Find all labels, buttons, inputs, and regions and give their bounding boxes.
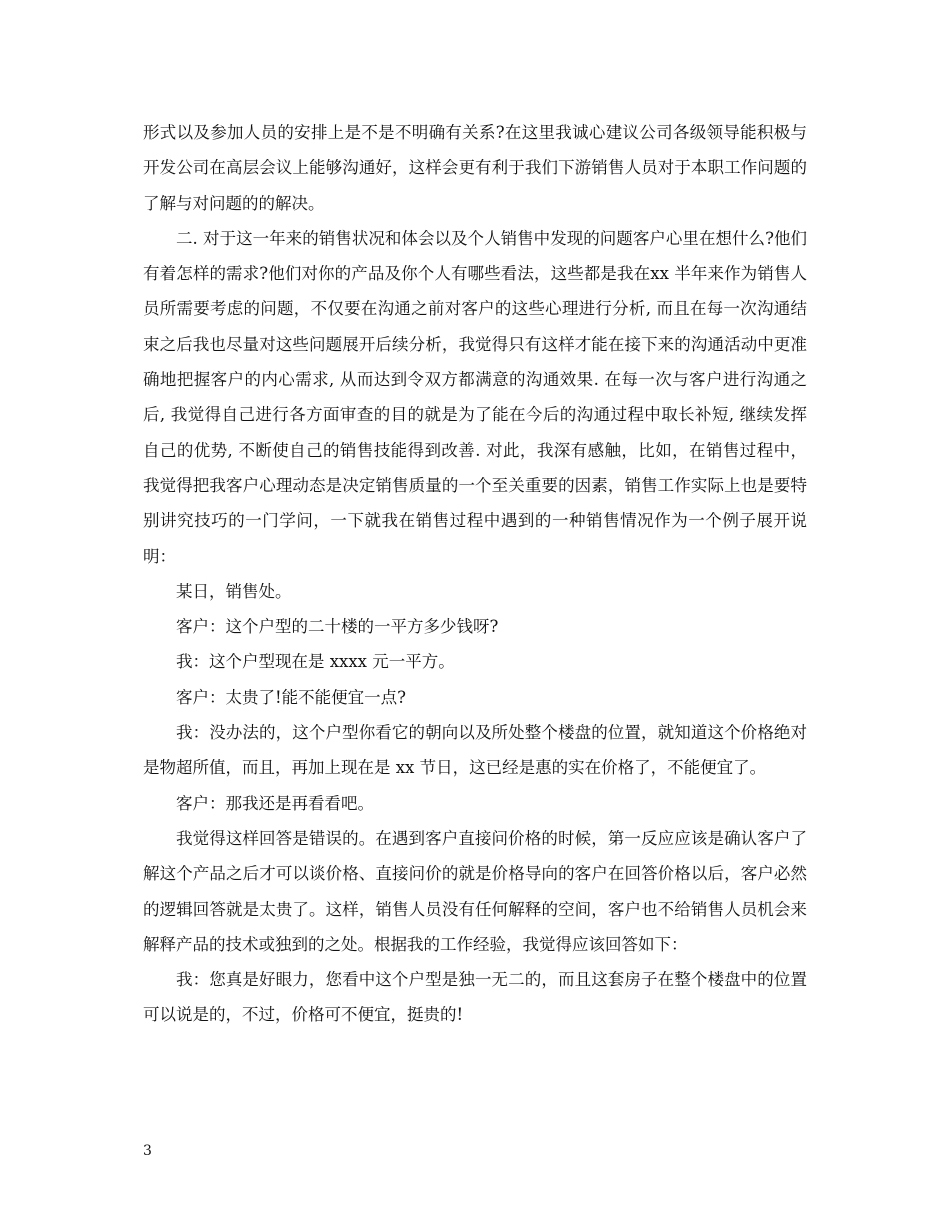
paragraph: 我觉得这样回答是错误的。在遇到客户直接问价格的时候，第一反应应该是确认客户了解这个产品之后才可以谈价格、直接问价的就是价格导向的客户在回答价格以后，客户必然的逻辑回答就是太贵了。这样，销售人员没有任何解释的空间，客户也不给销售人员机会来解释产品的技术或独到的之处。根据我的工作经验，我觉得应该回答如下：	[143, 828, 807, 954]
paragraph: 形式以及参加人员的安排上是不是不明确有关系?在这里我诚心建议公司各级领导能积极与开发公司在高层会议上能够沟通好，这样会更有利于我们下游销售人员对于本职工作问题的了解与对问题的的解决。	[143, 123, 807, 213]
paragraph: 我：这个户型现在是 xxxx 元一平方。	[176, 652, 455, 672]
document-body	[143, 115, 807, 1033]
paragraph: 客户：那我还是再看看吧。	[176, 793, 374, 813]
paragraph: 客户：太贵了!能不能便宜一点?	[176, 687, 406, 707]
paragraph: 客户：这个户型的二十楼的一平方多少钱呀?	[176, 617, 499, 637]
paragraph: 二. 对于这一年来的销售状况和体会以及个人销售中发现的问题客户心里在想什么?他们有着怎样的需求?他们对你的产品及你个人有哪些看法，这些都是我在xx 半年来作为销售人员所需要考虑的问题，不仅要在沟通之前对客户的这些心理进行分析, 而且在每一次沟通结束之后我也尽量对这些问题展开后续分析，我觉得只有这样才能在接下来的沟通活动中更准确地把握客户的内心需求, 从而达到令双方都满意的沟通效果. 在每一次与客户进行沟通之后, 我觉得自己进行各方面审查的目的就是为了能在今后的沟通过程中取长补短, 继续发挥自己的优势, 不断使自己的销售技能得到改善. 对此，我深有感触，比如，在销售过程中，我觉得把我客户心理动态是决定销售质量的一个至关重要的因素，销售工作实际上也是要特别讲究技巧的一门学问，一下就我在销售过程中遇到的一种销售情况作为一个例子展开说明：	[143, 228, 807, 566]
paragraph: 我：没办法的，这个户型你看它的朝向以及所处整个楼盘的位置，就知道这个价格绝对是物超所值，而且，再加上现在是 xx 节日，这已经是惠的实在价格了，不能便宜了。	[143, 723, 807, 778]
paragraph: 我：您真是好眼力，您看中这个户型是独一无二的，而且这套房子在整个楼盘中的位置可以说是的，不过，价格可不便宜，挺贵的!	[143, 970, 807, 1025]
page-number: 3	[143, 1143, 152, 1159]
paragraph: 某日，销售处。	[176, 581, 292, 601]
